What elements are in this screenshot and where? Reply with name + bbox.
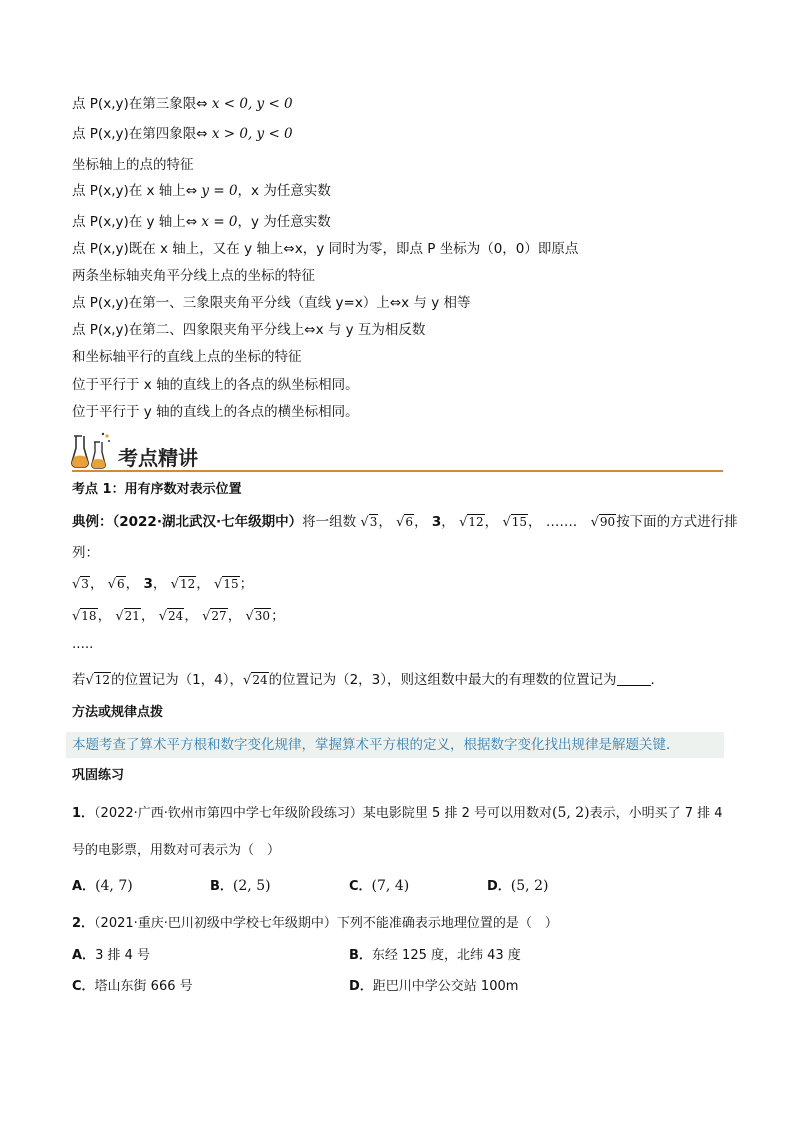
sqrt-term: √15 <box>502 515 528 530</box>
question-1-option-a[interactable]: A．(4, 7) <box>72 878 133 894</box>
chemistry-flask-icon <box>70 432 112 470</box>
example-dots: ····· <box>72 640 94 656</box>
example-question: 若√12的位置记为（1，4），√24的位置记为（2，3），则这组数中最大的有理数的位置记为 ． <box>72 672 665 688</box>
sqrt-term: √90 <box>590 515 616 530</box>
line-fourth-quadrant: 点 P(x,y)在第四象限⇔ x > 0, y < 0 <box>72 126 293 142</box>
sqrt-term: √3 <box>72 577 89 592</box>
question-2-option-a[interactable]: A．3 排 4 号 <box>72 948 151 963</box>
sqrt-term: √12 <box>85 673 111 688</box>
section-divider <box>72 470 723 472</box>
line-third-quadrant: 点 P(x,y)在第三象限⇔ x < 0, y < 0 <box>72 96 293 112</box>
question-1-option-b[interactable]: B．(2, 5) <box>210 878 271 894</box>
question-1-option-c[interactable]: C．(7, 4) <box>349 878 410 894</box>
sqrt-term: √30 <box>245 609 271 624</box>
line-origin: 点 P(x,y)既在 x 轴上，又在 y 轴上⇔x，y 同时为零，即点 P 坐标为（0，0）即原点 <box>72 241 579 257</box>
iff-symbol: ⇔ <box>196 96 208 112</box>
example-line-1: 典例：（2022·湖北武汉·七年级期中）将一组数 √3， √6， 3， √12， √15， ……． √90按下面的方式进行排 <box>72 514 738 530</box>
practice-label: 巩固练习 <box>72 768 125 783</box>
bisector-heading: 两条坐标轴夹角平分线上点的坐标的特征 <box>72 268 315 284</box>
parallel-heading: 和坐标轴平行的直线上点的坐标的特征 <box>72 349 302 365</box>
line-x-axis: 点 P(x,y)在 x 轴上⇔ y = 0，x 为任意实数 <box>72 183 331 199</box>
answer-blank[interactable] <box>617 671 651 686</box>
method-tip-text: 本题考查了算术平方根和数字变化规律，掌握算术平方根的定义，根据数字变化找出规律是解题关键． <box>72 737 680 753</box>
example-row-1: √3， √6， 3， √12， √15； <box>72 576 254 592</box>
sqrt-term: √12 <box>170 577 196 592</box>
section-title: 考点精讲 <box>118 446 198 470</box>
sqrt-term: √3 <box>360 515 378 530</box>
question-2-option-c[interactable]: C．塔山东街 666 号 <box>72 979 193 994</box>
question-2-stem: 2．（2021·重庆·巴川初级中学校七年级期中）下列不能准确表示地理位置的是（ ） <box>72 916 558 931</box>
question-2-option-b[interactable]: B．东经 125 度，北纬 43 度 <box>349 948 521 963</box>
iff-symbol: ⇔ <box>283 241 295 257</box>
line-y-axis: 点 P(x,y)在 y 轴上⇔ x = 0，y 为任意实数 <box>72 214 331 230</box>
question-1-line-2: 号的电影票，用数对可表示为（ ） <box>72 843 281 858</box>
sqrt-term: √24 <box>243 673 268 688</box>
line-parallel-y: 位于平行于 y 轴的直线上的各点的横坐标相同。 <box>72 404 359 420</box>
sqrt-term: √12 <box>459 515 484 530</box>
iff-symbol: ⇔ <box>304 322 316 338</box>
iff-symbol: ⇔ <box>196 126 208 142</box>
iff-symbol: ⇔ <box>389 295 402 311</box>
example-row-2: √18， √21， √24， √27， √30； <box>72 608 285 624</box>
question-2-option-d[interactable]: D．距巴川中学公交站 100m <box>349 979 519 994</box>
sqrt-term: √6 <box>396 515 414 530</box>
iff-symbol: ⇔ <box>185 183 198 199</box>
axis-heading: 坐标轴上的点的特征 <box>72 157 194 173</box>
sqrt-term: √24 <box>158 609 184 624</box>
question-1-option-d[interactable]: D．(5, 2) <box>487 878 549 894</box>
sqrt-term: √27 <box>202 609 227 624</box>
line-parallel-x: 位于平行于 x 轴的直线上的各点的纵坐标相同。 <box>72 377 359 393</box>
sqrt-term: √18 <box>72 609 97 624</box>
method-label: 方法或规律点拨 <box>72 705 164 720</box>
line-bisector-24: 点 P(x,y)在第二、四象限夹角平分线上⇔x 与 y 互为相反数 <box>72 322 426 338</box>
sqrt-term: √15 <box>214 577 239 592</box>
example-line-2: 列： <box>72 545 99 561</box>
question-1-line-1: 1．（2022·广西·钦州市第四中学七年级阶段练习）某电影院里 5 排 2 号可以用数对(5, 2)表示，小明买了 7 排 4 <box>72 805 723 821</box>
sqrt-term: √6 <box>107 577 125 592</box>
topic-title: 考点 1：用有序数对表示位置 <box>72 482 242 497</box>
sqrt-term: √21 <box>115 609 140 624</box>
line-bisector-13: 点 P(x,y)在第一、三象限夹角平分线（直线 y=x）上⇔x 与 y 相等 <box>72 295 471 311</box>
iff-symbol: ⇔ <box>185 214 198 230</box>
